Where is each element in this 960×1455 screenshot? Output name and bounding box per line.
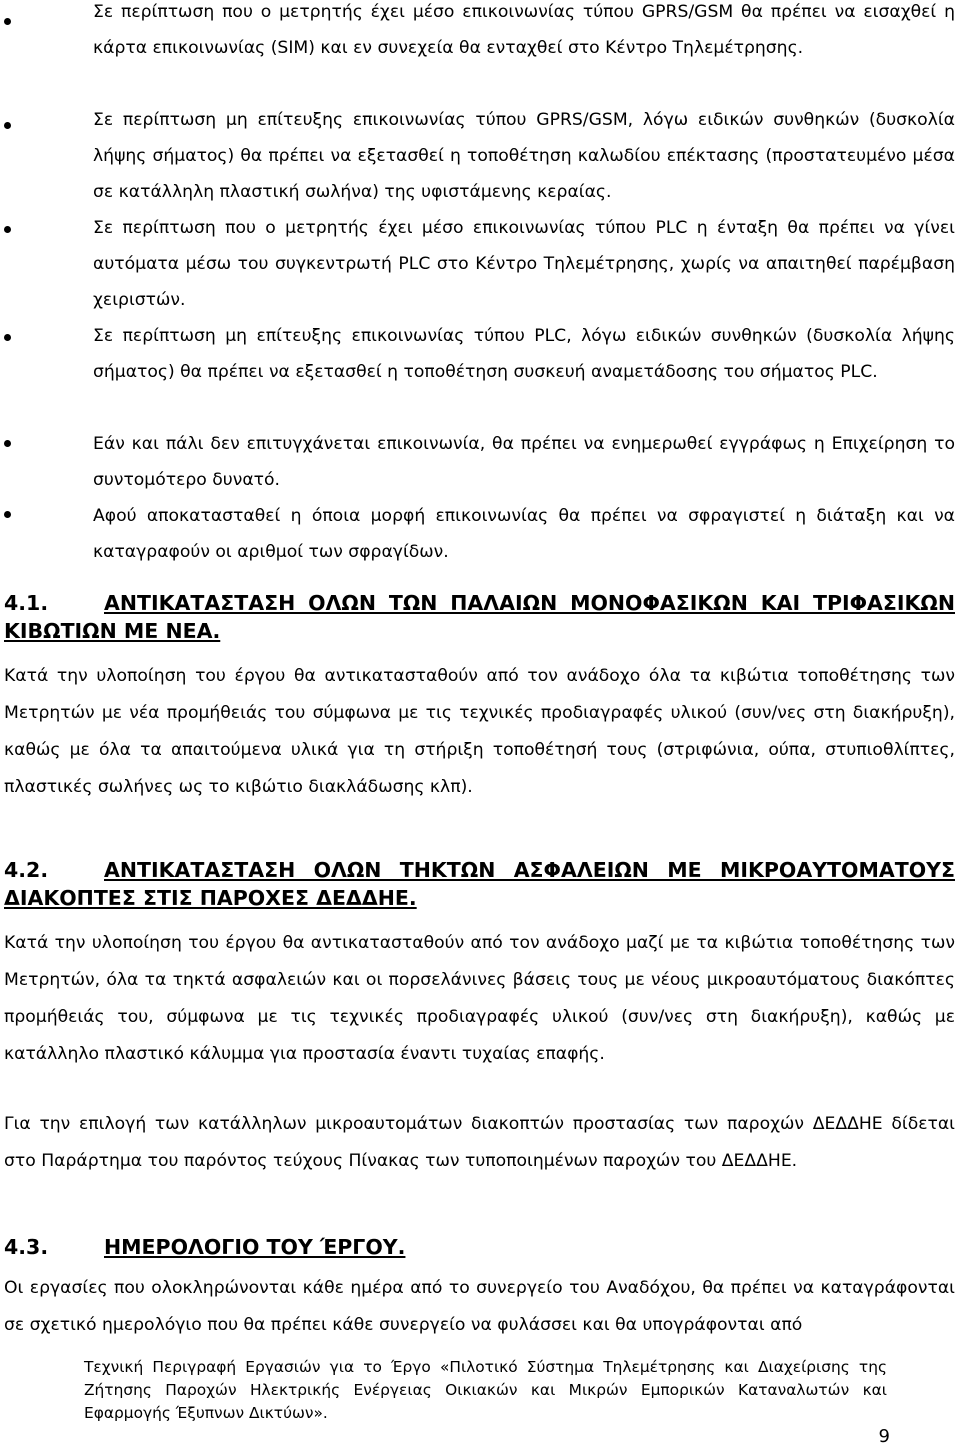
bullet-icon (4, 440, 11, 447)
section-title: ΑΝΤΙΚΑΤΑΣΤΑΣΗ ΟΛΩΝ ΤΩΝ ΠΑΛΑΙΩΝ ΜΟΝΟΦΑΣΙΚΩΝ ΚΑΙ ΤΡΙΦΑΣΙΚΩΝ ΚΙΒΩΤΙΩΝ ΜΕ ΝΕΑ. (4, 591, 955, 643)
section-number: 4.3. (4, 1235, 49, 1259)
bullet-icon (4, 18, 11, 25)
body-paragraph: Οι εργασίες που ολοκληρώνονται κάθε ημέρα από το συνεργείο του Αναδόχου, θα πρέπει να καταγράφονται σε σχετικό ημερολόγιο που θα πρέπει κάθε συνεργείο να φυλάσσει και θα υπογράφονται από (4, 1278, 955, 1335)
list-item-text: Σε περίπτωση μη επίτευξης επικοινωνίας τύπου PLC, λόγω ειδικών συνθηκών (δυσκολία λήψης σήματος) θα πρέπει να εξετασθεί η τοποθέτηση συσκευή αναμετάδοσης του σήματος PLC. (93, 326, 955, 382)
section-heading (4, 589, 955, 645)
list-item-text: Αφού αποκατασταθεί η όποια μορφή επικοινωνίας θα πρέπει να σφραγιστεί η διάταξη και να καταγραφούν οι αριθμοί των σφραγίδων. (93, 506, 955, 562)
section-number: 4.2. (4, 858, 49, 882)
page-footer: Τεχνική Περιγραφή Εργασιών για το Έργο «Πιλοτικό Σύστημα Τηλεμέτρησης και Διαχείρισης της Ζήτησης Παροχών Ηλεκτρικής Ενέργειας Οικιακών και Μικρών Εμπορικών Καταναλωτών και Εφαρμογής Έξυπνων Δικτύων». (84, 1358, 887, 1422)
section-heading (4, 1233, 955, 1261)
section-title: ΑΝΤΙΚΑΤΑΣΤΑΣΗ ΟΛΩΝ ΤΗΚΤΩΝ ΑΣΦΑΛΕΙΩΝ ΜΕ ΜΙΚΡΟΑΥΤΟΜΑΤΟΥΣ ΔΙΑΚΟΠΤΕΣ ΣΤΙΣ ΠΑΡΟΧΕΣ ΔΕΔΔΗΕ. (4, 858, 955, 910)
list-item-text: Σε περίπτωση που ο μετρητής έχει μέσο επικοινωνίας τύπου PLC η ένταξη θα πρέπει να γίνει αυτόματα μέσω του συγκεντρωτή PLC στο Κέντρο Τηλεμέτρησης, χωρίς να απαιτηθεί παρέμβαση χειριστών. (93, 218, 955, 310)
body-paragraph: Για την επιλογή των κατάλληλων μικροαυτομάτων διακοπτών προστασίας των παροχών ΔΕΔΔΗΕ δίδεται στο Παράρτημα του παρόντος τεύχους Πίνακας των τυποποιημένων παροχών του ΔΕΔΔΗΕ. (4, 1114, 955, 1171)
bullet-icon (4, 122, 11, 129)
list-item-text: Εάν και πάλι δεν επιτυγχάνεται επικοινωνία, θα πρέπει να ενημερωθεί εγγράφως η Επιχείρηση το συντομότερο δυνατό. (93, 434, 955, 490)
page-number: 9 (878, 1426, 890, 1447)
list-item-text: Σε περίπτωση που ο μετρητής έχει μέσο επικοινωνίας τύπου GPRS/GSM θα πρέπει να εισαχθεί η κάρτα επικοινωνίας (SIM) και εν συνεχεία θα ενταχθεί στο Κέντρο Τηλεμέτρησης. (93, 2, 955, 58)
bullet-icon (4, 511, 11, 518)
section-number: 4.1. (4, 591, 49, 615)
list-item-text: Σε περίπτωση μη επίτευξης επικοινωνίας τύπου GPRS/GSM, λόγω ειδικών συνθηκών (δυσκολία λήψης σήματος) θα πρέπει να εξετασθεί η τοποθέτηση καλωδίου επέκτασης (προστατευμένο μέσα σε κατάλληλη πλαστική σωλήνα) της υφιστάμενης κεραίας. (93, 110, 955, 202)
section-title: ΗΜΕΡΟΛΟΓΙΟ ΤΟΥ ΈΡΓΟΥ. (104, 1235, 406, 1259)
section-heading (4, 856, 955, 912)
bullet-icon (4, 226, 11, 233)
bullet-icon (4, 334, 11, 341)
body-paragraph: Κατά την υλοποίηση του έργου θα αντικατασταθούν από τον ανάδοχο όλα τα κιβώτια τοποθέτησης των Μετρητών με νέα προμήθειάς του σύμφωνα με τις τεχνικές προδιαγραφές υλικού (συν/νες στη διακήρυξη), καθώς με όλα τα απαιτούμενα υλικά για τη στήριξη τοποθέτησή τους (στριφώνια, ούπα, στυπιοθλίπτες, πλαστικές σωλήνες ως το κιβώτιο διακλάδωσης κλπ). (4, 666, 955, 797)
body-paragraph: Κατά την υλοποίηση του έργου θα αντικατασταθούν από τον ανάδοχο μαζί με τα κιβώτια τοποθέτησης των Μετρητών, όλα τα τηκτά ασφαλειών και οι πορσελάνινες βάσεις τους με νέους μικροαυτόματους διακόπτες προμήθειάς του, σύμφωνα με τις τεχνικές προδιαγραφές υλικού (συν/νες στη διακήρυξη), καθώς με κατάλληλο πλαστικό κάλυμμα για προστασία έναντι τυχαίας επαφής. (4, 933, 955, 1064)
